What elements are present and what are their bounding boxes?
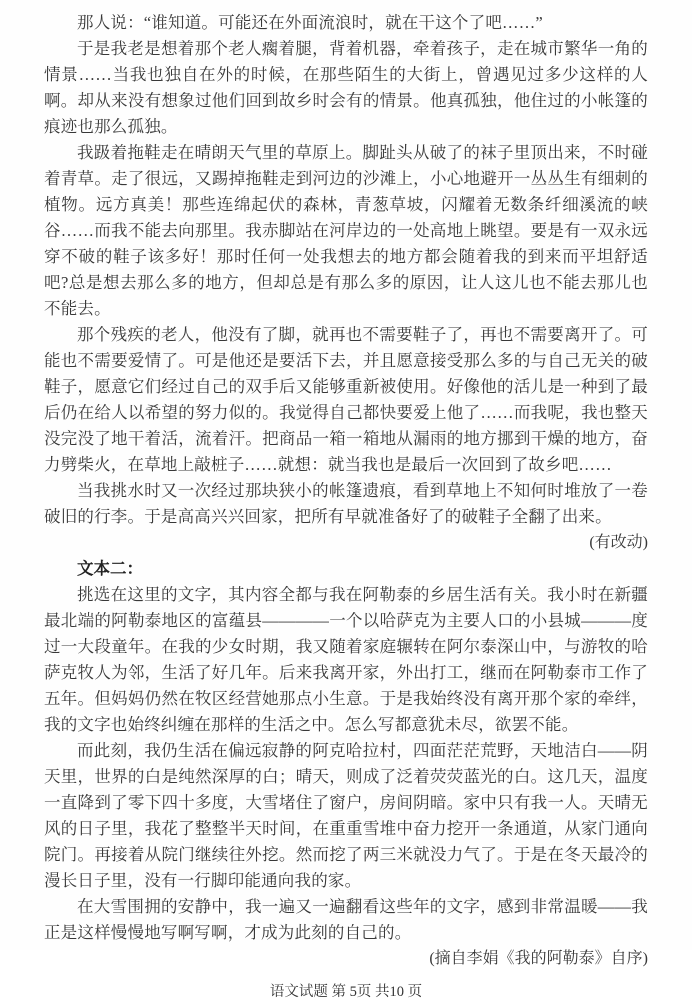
- source-citation: (摘自李娟《我的阿勒泰》自序): [429, 950, 648, 967]
- text-one-section: [44, 10, 648, 556]
- text-two-section: [44, 556, 648, 972]
- text-one-paragraph-5: 当我挑水时又一次经过那块狭小的帐篷遗痕，看到草地上不知何时堆放了一卷破旧的行李。于是高高兴兴回家，把所有早就准备好了的破鞋子全翻了出来。: [44, 481, 648, 526]
- page-footer: 语文试题 第 5页 共10 页: [269, 984, 423, 1000]
- text-one-paragraph-3: 我趿着拖鞋走在晴朗天气里的草原上。脚趾头从破了的袜子里顶出来，不时碰着青草。走了很远，又踢掉拖鞋走到河边的沙滩上，小心地避开一丛丛生有细刺的植物。远方真美！那些连绵起伏的森林，青葱草坡，闪耀着无数条纤细溪流的峡谷……而我不能去向那里。我赤脚站在河岸边的一处高地上眺望。要是有一双永远穿不破的鞋子该多好！那时任何一处我想去的地方都会随着我的到来而平坦舒适吧?总是想去那么多的地方，但却总是有那么多的原因，让人这儿也不能去那儿也不能去。: [44, 143, 648, 318]
- text-two-heading: 文本二：: [77, 560, 143, 578]
- text-two-paragraph-3: 在大雪围拥的安静中，我一遍又一遍翻看这些年的文字，感到非常温暖——我正是这样慢慢地写啊写啊，才成为此刻的自己的。: [44, 897, 648, 942]
- edit-note: (有改动): [589, 534, 648, 551]
- text-one-paragraph-1: 那人说：“谁知道。可能还在外面流浪时，就在干这个了吧……”: [77, 13, 543, 32]
- text-one-paragraph-4: 那个残疾的老人，他没有了脚，就再也不需要鞋子了，再也不需要离开了。可能也不需要爱情了。可是他还是要活下去，并且愿意接受那么多的与自己无关的破鞋子，愿意它们经过自己的双手后又能够重新被使用。好像他的活儿是一种到了最后仍在给人以希望的努力似的。我觉得自己都快要爱上他了……而我呢，我也整天没完没了地干着活，流着汗。把商品一箱一箱地从漏雨的地方挪到干燥的地方，奋力劈柴火，在草地上敲桩子……就想：就当我也是最后一次回到了故乡吧……: [44, 325, 648, 474]
- text-two-paragraph-1: 挑选在这里的文字，其内容全都与我在阿勒泰的乡居生活有关。我小时在新疆最北端的阿勒泰地区的富蕴县————一个以哈萨克为主要人口的小县城———度过一大段童年。在我的少女时期，我又随着家庭辗转在阿尔泰深山中，与游牧的哈萨克牧人为邻，生活了好几年。后来我离开家，外出打工，继而在阿勒泰市工作了五年。但妈妈仍然在牧区经营她那点小生意。于是我始终没有离开那个家的牵绊，我的文字也始终纠缠在那样的生活之中。怎么写都意犹未尽，欲罢不能。: [44, 585, 648, 734]
- text-one-paragraph-2: 于是我老是想着那个老人瘸着腿，背着机器，牵着孩子，走在城市繁华一角的情景……当我也独自在外的时候，在那些陌生的大街上，曾遇见过多少这样的人啊。却从来没有想象过他们回到故乡时会有的情景。他真孤独，他住过的小帐篷的痕迹也那么孤独。: [44, 39, 648, 136]
- text-two-paragraph-2: 而此刻，我仍生活在偏远寂静的阿克哈拉村，四面茫茫荒野，天地洁白——阴天里，世界的白是纯然深厚的白；晴天，则成了泛着荧荧蓝光的白。这几天，温度一直降到了零下四十多度，大雪堵住了窗户，房间阴暗。家中只有我一人。天晴无风的日子里，我花了整整半天时间，在重重雪堆中奋力挖开一条通道，从家门通向院门。再接着从院门继续往外挖。然而挖了两三米就没力气了。于是在冬天最冷的漫长日子里，没有一行脚印能通向我的家。: [44, 741, 648, 890]
